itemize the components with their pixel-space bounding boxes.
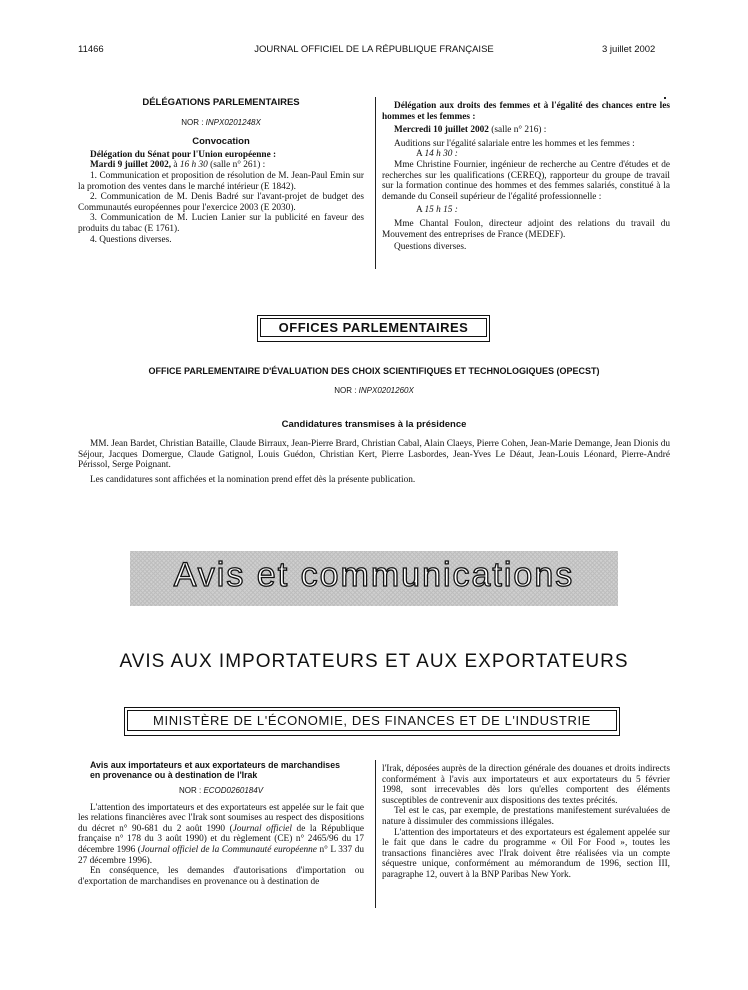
agenda-item: 2. Communication de M. Denis Badré sur l'avant-projet de budget des Communautés européennes pour l'exercice 2003 (E 2030). xyxy=(78,192,364,213)
ministry-box xyxy=(124,707,620,736)
issue-date: 3 juillet 2002 xyxy=(602,44,656,55)
article-paragraph-3: l'Irak, déposées auprès de la direction générale des douanes et droits indirects conformément à l'avis aux importateurs et aux exportateurs du 5 février 1998, sont irrecevables dès lors qu'elles comportent des éléments susceptibles de contrevenir aux dispositions des textes précités. xyxy=(382,764,670,806)
date-a: à xyxy=(173,160,178,171)
opecst-title: OFFICE PARLEMENTAIRE D'ÉVALUATION DES CHOIX SCIENTIFIQUES ET TECHNOLOGIQUES (OPECST) xyxy=(148,366,600,376)
candidates-block xyxy=(78,439,670,485)
time-1 xyxy=(382,149,670,160)
offices-box xyxy=(257,315,490,342)
section-title-delegations: DÉLÉGATIONS PARLEMENTAIRES xyxy=(142,97,300,108)
p1-italic-1: Journal officiel xyxy=(232,823,293,834)
left-top-column xyxy=(78,98,364,245)
audition-para-2: Mme Chantal Foulon, directeur adjoint des relations du travail du Mouvement des entreprises de France (MEDEF). xyxy=(382,218,670,240)
p1-italic-2: Journal officiel de la Communauté européenne xyxy=(140,844,317,855)
journal-title: JOURNAL OFFICIEL DE LA RÉPUBLIQUE FRANÇAISE xyxy=(254,44,494,55)
speck xyxy=(664,97,666,99)
article-paragraph-1 xyxy=(78,803,364,867)
date-time: 16 h 30 xyxy=(179,160,208,171)
time-1-prefix: A xyxy=(416,149,423,160)
candidates-list: MM. Jean Bardet, Christian Bataille, Claude Birraux, Jean-Pierre Brard, Christian Cabal, Alain Claeys, Pierre Cohen, Jean-Marie Demange, Jean Dionis du Séjour, Jacques Domergue, Claude Gatignol, Louis Guédon, Christian Kert, Pierre Lasbordes, Jean-Yves Le Déaut, Jean-Louis Léonard, Pierre-André Périssol, Serge Poignant. xyxy=(78,439,670,471)
nor-label: NOR : xyxy=(181,117,204,127)
delegation-femmes: Délégation aux droits des femmes et à l'égalité des chances entre les hommes et les femmes : xyxy=(382,101,670,122)
candidates-note: Les candidatures sont affichées et la nomination prend effet dès la présente publication. xyxy=(90,474,416,485)
article-nor-label: NOR : xyxy=(178,786,202,795)
p1-text-a: L'attention des importateurs et des exportateurs est appelée sur le fait que les relations financières avec l'Irak sont soumises au respect des dispositions du décret n° 90-681 du 2 août 1990 ( xyxy=(78,802,364,834)
audition-para-1: Mme Christine Fournier, ingénieur de recherche au Centre d'études et de recherches sur les qualifications (CEREQ), rapporteur du groupe de travail sur la formation continue des hommes et des femmes salariés, constitué à la demande du Conseil supérieur de l'égalité professionnelle : xyxy=(382,159,670,202)
opecst-nor-label: NOR : xyxy=(334,386,357,395)
p1-text-c: n° L 337 du 27 décembre 1996). xyxy=(78,844,365,866)
offices-box-title: OFFICES PARLEMENTAIRES xyxy=(260,318,487,337)
p1-text-b: de la République française n° 178 du 3 août 1990) et du règlement (CE) n° 2465/96 du 17 décembre 1996 ( xyxy=(78,823,364,855)
date-bold-right: Mercredi 10 juillet 2002 xyxy=(394,125,489,136)
convocation-heading: Convocation xyxy=(192,136,250,148)
nor-line xyxy=(78,118,364,129)
article-left-column xyxy=(78,760,364,887)
agenda-item: 3. Communication de M. Lucien Lanier sur la publicité en faveur des produits du tabac (E 1761). xyxy=(78,213,364,234)
date-line-right xyxy=(382,125,670,136)
opecst-nor xyxy=(78,386,670,395)
column-divider xyxy=(375,97,376,269)
opecst-nor-code: INPX0201260X xyxy=(358,386,414,395)
article-paragraph-5: L'attention des importateurs et des exportateurs est également appelée sur le fait que dans le cadre du programme « Oil For Food », toutes les transactions financières avec l'Irak doivent être réalisées via un compte séquestre unique, conformément au mémorandum de 1996, section III, paragraphe 12, ouvert à la BNP Paribas New York. xyxy=(382,827,670,880)
auditions: Auditions sur l'égalité salariale entre les hommes et les femmes : xyxy=(394,138,635,149)
page-number: 11466 xyxy=(78,44,104,55)
right-top-column xyxy=(382,101,670,253)
time-1-value: 14 h 30 : xyxy=(424,149,458,160)
time-2 xyxy=(382,205,670,216)
agenda-item: 4. Questions diverses. xyxy=(90,234,172,245)
date-rest-right: (salle n° 216) : xyxy=(491,125,547,136)
nor-code: INPX0201248X xyxy=(205,117,261,127)
article-nor-code: ECOD0260184V xyxy=(203,786,264,795)
avis-main-title: AVIS AUX IMPORTATEURS ET AUX EXPORTATEURS xyxy=(119,651,629,672)
date-line xyxy=(78,160,364,171)
ministry-box-title: MINISTÈRE DE L'ÉCONOMIE, DES FINANCES ET DE L'INDUSTRIE xyxy=(127,710,617,731)
questions-diverses: Questions diverses. xyxy=(394,242,467,253)
date-bold: Mardi 9 juillet 2002, xyxy=(90,160,172,171)
article-paragraph-4: Tel est le cas, par exemple, de prestations manifestement surévaluées de nature à dissimuler des commissions illégales. xyxy=(382,806,670,827)
delegation-senat: Délégation du Sénat pour l'Union européenne : xyxy=(90,149,277,160)
date-rest: (salle n° 261) : xyxy=(210,160,266,171)
article-title: Avis aux importateurs et aux exportateurs de marchandises en provenance ou à destination de l'Irak xyxy=(90,760,340,780)
candidatures-heading: Candidatures transmises à la présidence xyxy=(281,419,467,430)
article-column-divider xyxy=(375,760,376,908)
time-2-prefix: A xyxy=(416,205,423,216)
avis-banner-title: Avis et communications xyxy=(173,556,575,594)
article-nor xyxy=(78,786,364,797)
article-paragraph-2: En conséquence, les demandes d'autorisations d'importation ou d'exportation de marchandises en provenance ou à destination de xyxy=(78,866,364,887)
article-right-column xyxy=(382,764,670,881)
time-2-value: 15 h 15 : xyxy=(424,205,458,216)
agenda-item: 1. Communication et proposition de résolution de M. Jean-Paul Emin sur la promotion des ventes dans le marché intérieur (E 1842). xyxy=(78,170,364,192)
